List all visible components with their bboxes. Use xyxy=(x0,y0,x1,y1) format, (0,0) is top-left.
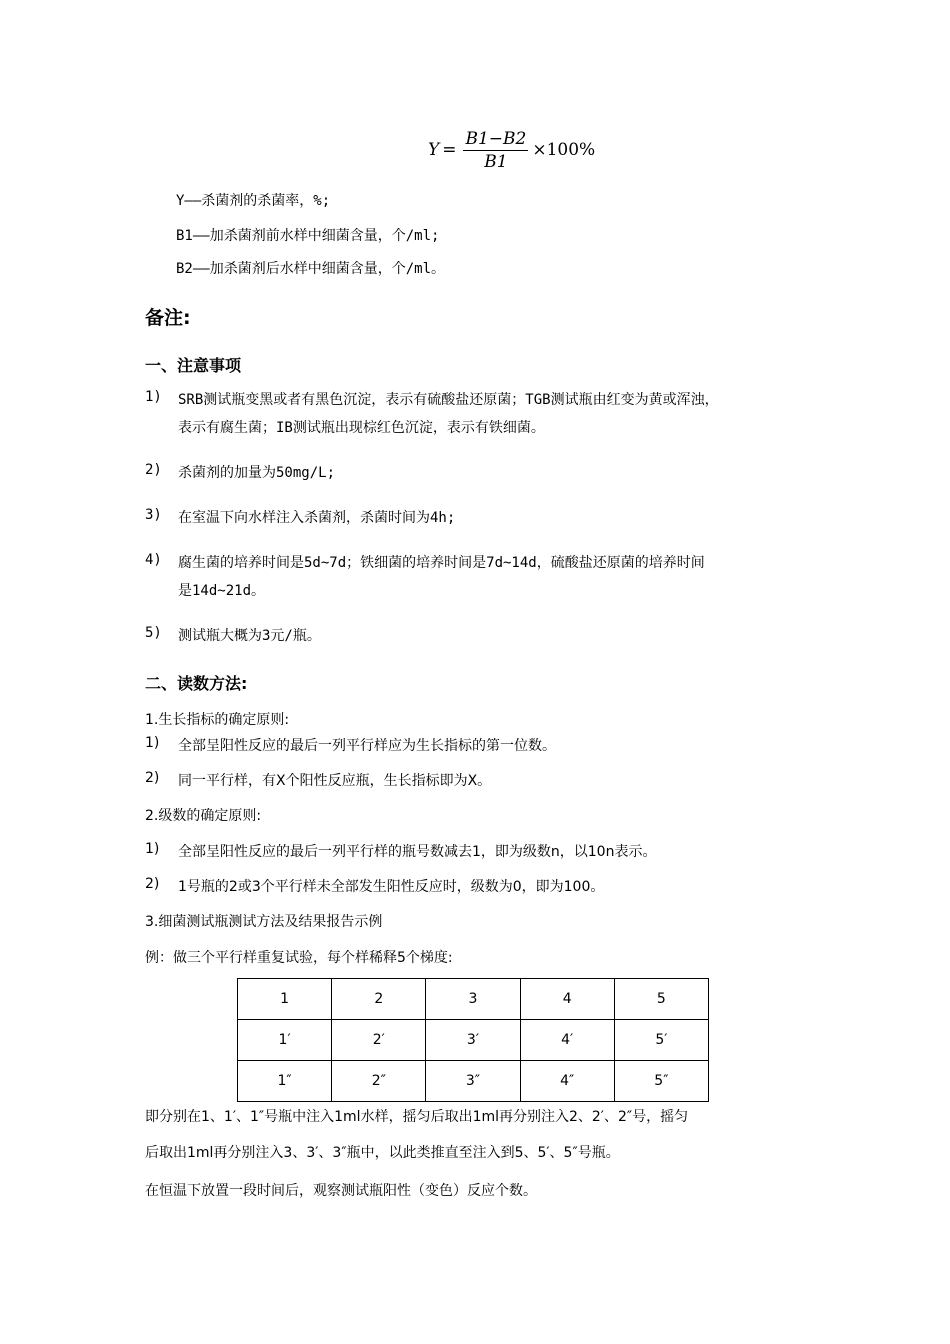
table-cell: 1″ xyxy=(238,1061,332,1102)
definition-y: Y——杀菌剂的杀菌率，%; xyxy=(176,193,331,209)
table-row xyxy=(238,1020,709,1061)
item-text-line: 杀菌剂的加量为50mg/L; xyxy=(178,465,336,481)
table-cell: 3′ xyxy=(426,1020,520,1061)
item-text-line: 是14d~21d。 xyxy=(178,583,266,599)
formula-equals: = xyxy=(442,140,457,160)
item-number: 2) xyxy=(145,462,162,478)
formula-numerator: B1−B2 xyxy=(465,128,527,149)
formula-multiplier: ×100% xyxy=(532,140,596,160)
item-text: 全部呈阳性反应的最后一列平行样的瓶号数减去1，即为级数n，以10n表示。 xyxy=(178,844,657,860)
dilution-bottle-table xyxy=(237,978,709,1102)
definition-b2: B2——加杀菌剂后水样中细菌含量，个/ml。 xyxy=(176,261,446,277)
item-text: 全部呈阳性反应的最后一列平行样应为生长指标的第一位数。 xyxy=(178,738,556,754)
table-row xyxy=(238,1061,709,1102)
item-number: 1) xyxy=(145,841,160,857)
item-text-line: 在室温下向水样注入杀菌剂，杀菌时间为4h; xyxy=(178,510,456,526)
level-subheading: 2.级数的确定原则: xyxy=(145,808,262,824)
item-text-line: 测试瓶大概为3元/瓶。 xyxy=(178,628,321,644)
section2-heading: 二、读数方法: xyxy=(145,674,248,693)
item-text-line: SRB测试瓶变黑或者有黑色沉淀，表示有硫酸盐还原菌；TGB测试瓶由红变为黄或浑浊， xyxy=(178,392,719,408)
formula-fraction xyxy=(463,129,528,172)
example-text: 例：做三个平行样重复试验，每个样稀释5个梯度: xyxy=(145,950,453,966)
table-cell: 4′ xyxy=(520,1020,614,1061)
procedure-paragraph-line-1: 即分别在1、1′、1″号瓶中注入1ml水样，摇匀后取出1ml再分别注入2、2′、2″号，摇匀 xyxy=(145,1109,689,1125)
item-number: 1) xyxy=(145,735,160,751)
table-cell: 5′ xyxy=(614,1020,708,1061)
item-number: 1) xyxy=(145,389,162,405)
item-text-line: 腐生菌的培养时间是5d~7d；铁细菌的培养时间是7d~14d，硫酸盐还原菌的培养时间 xyxy=(178,555,705,571)
definition-b1: B1——加杀菌剂前水样中细菌含量，个/ml; xyxy=(176,228,440,244)
sterilization-rate-formula xyxy=(428,126,595,174)
table-cell: 2 xyxy=(332,979,426,1020)
item-text: 1号瓶的2或3个平行样未全部发生阳性反应时，级数为0，即为100。 xyxy=(178,879,605,895)
item-number: 2) xyxy=(145,770,160,786)
remarks-heading: 备注: xyxy=(145,307,191,329)
section1-heading: 一、注意事项 xyxy=(145,356,242,375)
table-cell: 2″ xyxy=(332,1061,426,1102)
table-cell: 1′ xyxy=(238,1020,332,1061)
test-method-subheading: 3.细菌测试瓶测试方法及结果报告示例 xyxy=(145,914,383,930)
item-text-line: 表示有腐生菌；IB测试瓶出现棕红色沉淀，表示有铁细菌。 xyxy=(178,420,545,436)
table-row xyxy=(238,979,709,1020)
item-text: 同一平行样，有X个阳性反应瓶，生长指标即为X。 xyxy=(178,773,492,789)
table-cell: 3″ xyxy=(426,1061,520,1102)
table-cell: 4″ xyxy=(520,1061,614,1102)
table-cell: 3 xyxy=(426,979,520,1020)
item-number: 4) xyxy=(145,552,162,568)
procedure-paragraph-line-2: 后取出1ml再分别注入3、3′、3″瓶中，以此类推直至注入到5、5′、5″号瓶。 xyxy=(145,1145,620,1161)
item-number: 3) xyxy=(145,507,162,523)
formula-denominator: B1 xyxy=(484,151,508,172)
table-cell: 1 xyxy=(238,979,332,1020)
table-cell: 5 xyxy=(614,979,708,1020)
table-cell: 5″ xyxy=(614,1061,708,1102)
item-number: 5) xyxy=(145,625,162,641)
item-number: 2) xyxy=(145,876,160,892)
formula-lhs: Y xyxy=(428,140,440,160)
observation-paragraph: 在恒温下放置一段时间后，观察测试瓶阳性（变色）反应个数。 xyxy=(145,1183,537,1199)
table-cell: 2′ xyxy=(332,1020,426,1061)
growth-index-subheading: 1.生长指标的确定原则: xyxy=(145,712,290,728)
table-cell: 4 xyxy=(520,979,614,1020)
